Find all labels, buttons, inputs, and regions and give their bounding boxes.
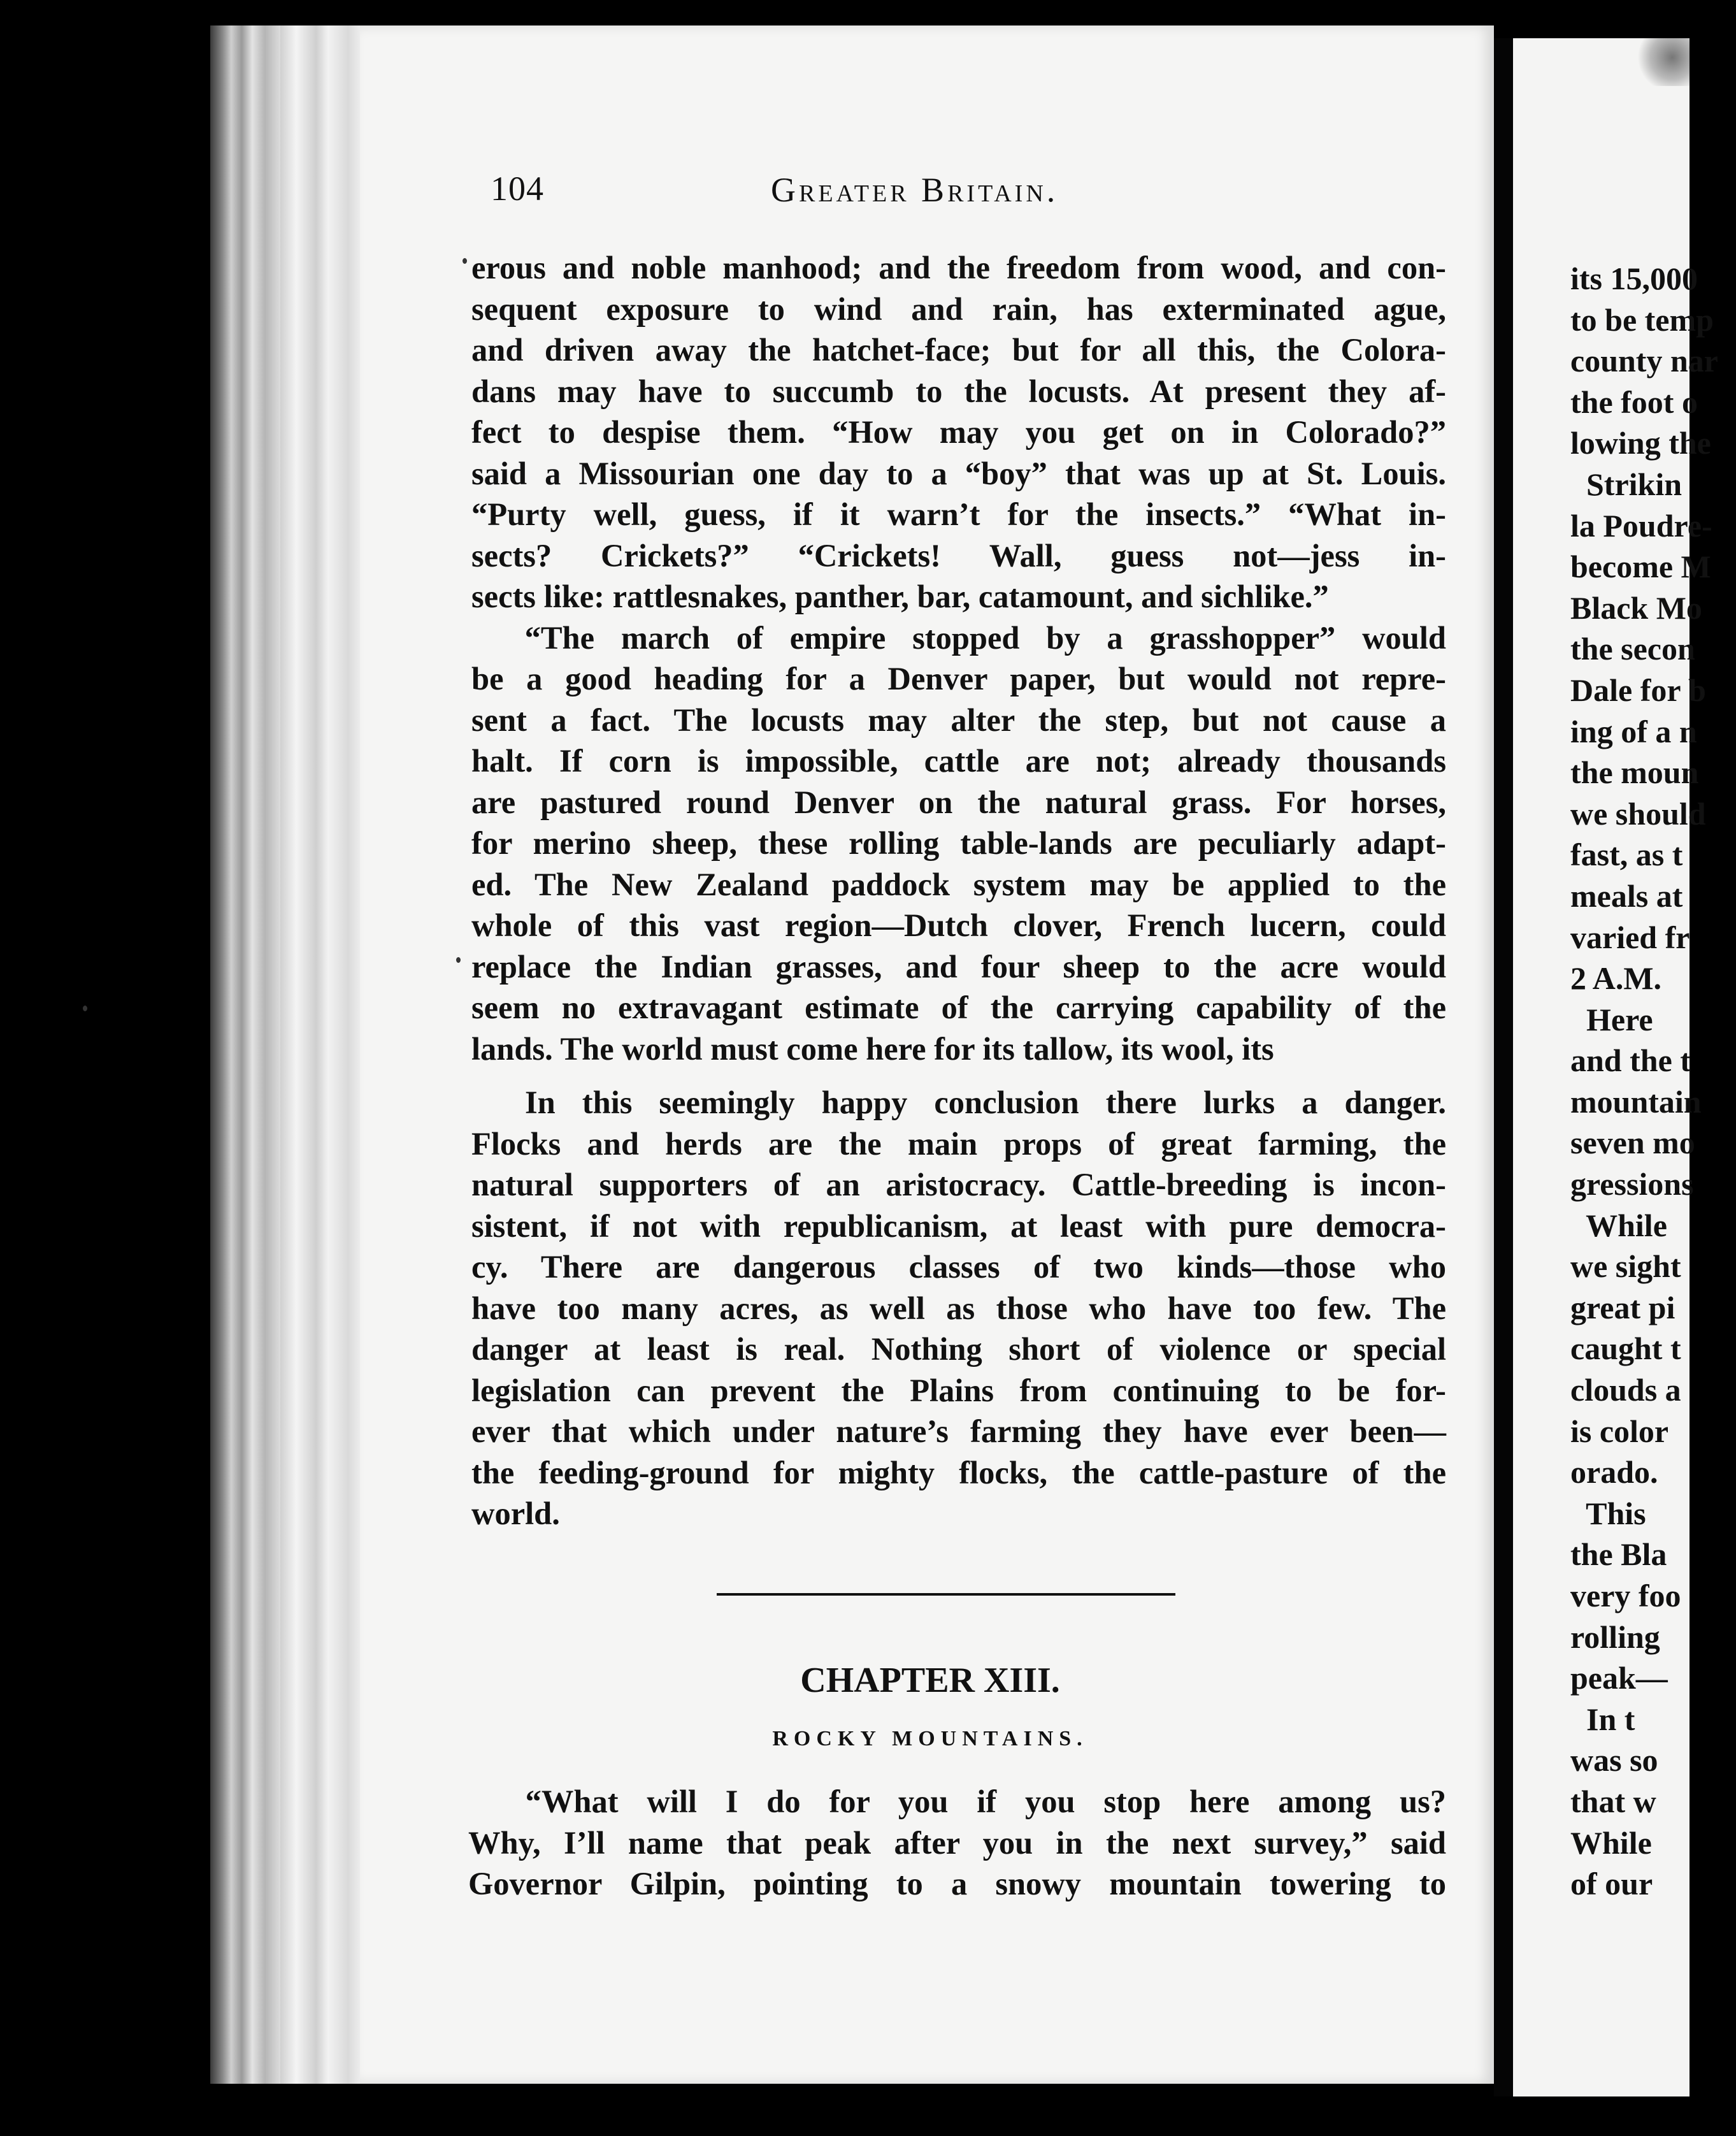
text-line: have too many acres, as well as those who have too few. The <box>471 1290 1446 1326</box>
text-line: sequent exposure to wind and rain, has exterminated ague, <box>471 291 1446 327</box>
page-stain <box>1632 38 1689 86</box>
text-line: is color <box>1570 1413 1669 1449</box>
text-line: of our <box>1570 1866 1653 1902</box>
text-line: lowing the <box>1570 425 1711 461</box>
text-line: varied fr <box>1570 919 1690 955</box>
text-line: the Bla <box>1570 1536 1667 1573</box>
text-line: and driven away the hatchet-face; but for all this, the Colora- <box>471 332 1446 368</box>
text-line: While <box>1570 1207 1667 1243</box>
running-header <box>491 169 1185 220</box>
text-line: become M <box>1570 549 1711 585</box>
text-line: its 15,000 <box>1570 261 1698 296</box>
text-line: caught t <box>1570 1331 1681 1367</box>
text-line: to be temp <box>1570 301 1714 338</box>
text-line: replace the Indian grasses, and four sheep to the acre would <box>471 948 1446 985</box>
text-line: natural supporters of an aristocracy. Cattle-breeding is incon- <box>471 1167 1446 1202</box>
text-line: This <box>1570 1495 1646 1531</box>
text-line: sects like: rattlesnakes, panther, bar, catamount, and sichlike.” <box>471 579 1329 614</box>
text-line: the feeding-ground for mighty flocks, the cattle-pasture of the <box>471 1454 1446 1490</box>
running-title: Greater Britain. <box>771 171 1059 209</box>
text-line: Here <box>1570 1001 1653 1037</box>
text-line: ed. The New Zealand paddock system may be applied to the <box>471 866 1446 902</box>
text-line: In this seemingly happy conclusion there lurks a danger. <box>471 1085 1446 1120</box>
book-gutter <box>1494 38 1513 2096</box>
text-line: whole of this vast region—Dutch clover, French lucern, could <box>471 907 1446 943</box>
text-line: the moun <box>1570 754 1699 791</box>
text-line: lands. The world must come here for its tallow, its wool, its <box>471 1030 1274 1067</box>
text-line: Flocks and herds are the main props of great farming, the <box>471 1125 1446 1162</box>
text-line: dans may have to succumb to the locusts. At present they af- <box>471 373 1446 409</box>
text-line: fect to despise them. “How may you get on in Colorado?” <box>471 414 1446 450</box>
text-line: clouds a <box>1570 1372 1681 1408</box>
text-line: halt. If corn is impossible, cattle are not; already thousands <box>471 743 1446 779</box>
text-line: Why, I’ll name that peak after you in the next survey,” said <box>468 1824 1446 1861</box>
text-line: sects? Crickets?” “Crickets! Wall, guess not—jess in- <box>471 537 1446 574</box>
ink-speck <box>83 1006 87 1011</box>
text-line: In t <box>1570 1701 1635 1737</box>
body-text <box>471 247 1446 1534</box>
text-line: While <box>1570 1824 1652 1861</box>
paragraph <box>471 617 1446 1070</box>
text-line: Governor Gilpin, pointing to a snowy mountain towering to <box>468 1866 1446 1901</box>
facing-page-text <box>1570 258 1736 1905</box>
text-line: mountain <box>1570 1083 1702 1120</box>
text-line: rolling <box>1570 1619 1660 1655</box>
text-line: danger at least is real. Nothing short of violence or special <box>471 1331 1446 1367</box>
ink-speck <box>456 957 461 963</box>
text-line: orado. <box>1570 1454 1658 1490</box>
section-divider <box>717 1593 1175 1596</box>
text-line: county nar <box>1570 343 1718 379</box>
text-line: the foot o <box>1570 384 1698 420</box>
text-line: la Poudre- <box>1570 507 1712 544</box>
text-line: great pi <box>1570 1289 1675 1325</box>
text-line: we sight <box>1570 1248 1681 1285</box>
chapter-title: CHAPTER XIII. <box>800 1661 1060 1700</box>
text-line: Strikin <box>1570 466 1682 502</box>
text-line: said a Missourian one day to a “boy” that was up at St. Louis. <box>471 455 1446 491</box>
text-line: ever that which under nature’s farming they have ever been— <box>471 1413 1446 1449</box>
text-line: for merino sheep, these rolling table-lands are peculiarly adapt- <box>471 825 1446 861</box>
paragraph <box>471 1082 1446 1534</box>
text-line: erous and noble manhood; and the freedom from wood, and con- <box>471 250 1446 285</box>
text-line: “The march of empire stopped by a grasshopper” would <box>471 619 1446 656</box>
paragraph <box>471 247 1446 617</box>
text-line: we should <box>1570 795 1706 832</box>
text-line: ing of a n <box>1570 713 1697 749</box>
text-line: be a good heading for a Denver paper, but would not repre- <box>471 661 1446 696</box>
text-line: cy. There are dangerous classes of two kinds—those who <box>471 1249 1446 1285</box>
text-line: Black Mo <box>1570 589 1702 626</box>
text-line: legislation can prevent the Plains from continuing to be for- <box>471 1372 1446 1408</box>
text-line: are pastured round Denver on the natural grass. For horses, <box>471 784 1446 820</box>
text-line: peak— <box>1570 1660 1668 1696</box>
book-edge <box>210 25 280 2084</box>
text-line: 2 A.M. <box>1570 960 1662 997</box>
text-line: “Purty well, guess, if it warn’t for the insects.” “What in- <box>471 496 1446 532</box>
text-line: fast, as t <box>1570 837 1683 873</box>
text-line: seven mo <box>1570 1125 1695 1161</box>
text-line: the secon <box>1570 631 1695 667</box>
text-line: sistent, if not with republicanism, at least with pure democra- <box>471 1208 1446 1244</box>
text-line: sent a fact. The locusts may alter the step, but not cause a <box>471 702 1446 738</box>
chapter-body <box>468 1781 1446 1905</box>
ink-speck <box>463 258 467 264</box>
text-line: meals at <box>1570 877 1683 914</box>
text-line: gressions <box>1570 1166 1694 1202</box>
text-line: seem no extravagant estimate of the carrying capability of the <box>471 990 1446 1025</box>
text-line: world. <box>471 1496 560 1531</box>
text-line: “What will I do for you if you stop here among us? <box>468 1784 1446 1819</box>
text-line: very foo <box>1570 1578 1681 1613</box>
text-line: Dale for b <box>1570 672 1706 708</box>
text-line: that w <box>1570 1783 1656 1819</box>
page-number: 104 <box>491 170 544 208</box>
chapter-subtitle: ROCKY MOUNTAINS. <box>772 1727 1088 1750</box>
page-stack <box>280 25 360 2084</box>
text-line: was so <box>1570 1742 1658 1779</box>
text-line: and the t <box>1570 1043 1691 1079</box>
